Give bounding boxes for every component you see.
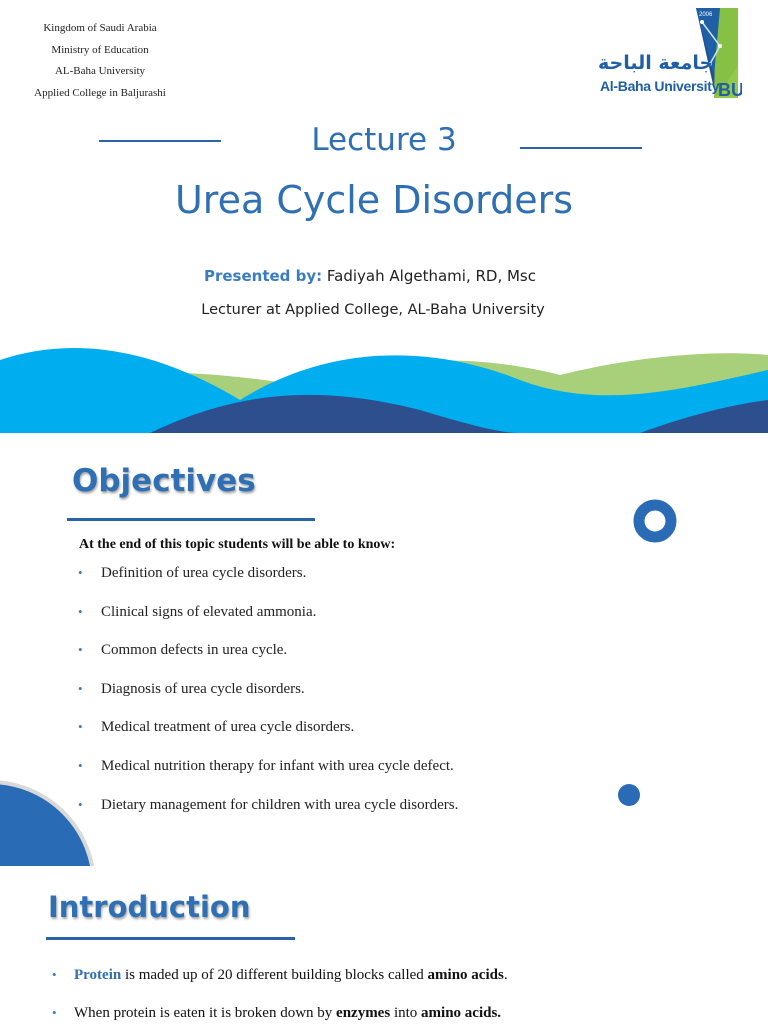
heading-underline bbox=[46, 937, 295, 940]
institution-block bbox=[20, 18, 180, 104]
list-item: • Medical nutrition therapy for infant with urea cycle defect. bbox=[78, 757, 454, 774]
lecturer-affiliation: Lecturer at Applied College, AL-Baha University bbox=[201, 302, 545, 318]
list-item: • Dietary management for children with urea cycle disorders. bbox=[78, 796, 459, 813]
corner-circle-decor-icon bbox=[0, 776, 100, 866]
introduction-list bbox=[52, 965, 508, 1024]
svg-text:2006: 2006 bbox=[699, 12, 713, 18]
presenter-line bbox=[0, 267, 740, 285]
objectives-list bbox=[78, 563, 458, 833]
title-slide bbox=[0, 0, 768, 433]
objectives-heading: Objectives bbox=[72, 463, 256, 499]
logo-arabic-text: جامعة الباحة bbox=[598, 52, 714, 74]
ring-decor-icon bbox=[633, 499, 677, 543]
list-item: • Common defects in urea cycle. bbox=[78, 642, 288, 659]
institution-line: AL-Baha University bbox=[54, 65, 146, 77]
objectives-slide bbox=[0, 433, 768, 866]
logo-english-text: Al-Baha University bbox=[600, 78, 720, 94]
dot-decor-icon bbox=[618, 784, 640, 806]
institution-line: Ministry of Education bbox=[51, 43, 149, 56]
introduction-slide bbox=[0, 866, 768, 1024]
list-item: • Protein is maded up of 20 different building blocks called amino acids. bbox=[52, 967, 508, 983]
lecture-number: Lecture 3 bbox=[311, 122, 457, 158]
heading-underline bbox=[67, 518, 315, 521]
lecture-title: Urea Cycle Disorders bbox=[174, 178, 574, 222]
list-item: • Diagnosis of urea cycle disorders. bbox=[78, 680, 305, 697]
objectives-intro: At the end of this topic students will be able to know: bbox=[79, 537, 396, 552]
presented-label: Presented by: bbox=[203, 267, 323, 285]
list-item: • Definition of urea cycle disorders. bbox=[78, 565, 307, 581]
introduction-heading: Introduction bbox=[48, 890, 251, 924]
list-item: • When protein is eaten it is broken down by enzymes into amino acids. bbox=[52, 1005, 502, 1021]
university-logo bbox=[596, 6, 742, 100]
svg-text:BU: BU bbox=[718, 80, 742, 100]
list-item: • Clinical signs of elevated ammonia. bbox=[78, 603, 317, 620]
institution-line: Kingdom of Saudi Arabia bbox=[43, 22, 157, 34]
institution-line: Applied College in Baljurashi bbox=[34, 86, 166, 99]
decor-waves bbox=[0, 330, 768, 433]
list-item: • Medical treatment of urea cycle disorders. bbox=[78, 719, 355, 736]
presenter-name: Fadiyah Algethami, RD, Msc bbox=[322, 267, 536, 285]
